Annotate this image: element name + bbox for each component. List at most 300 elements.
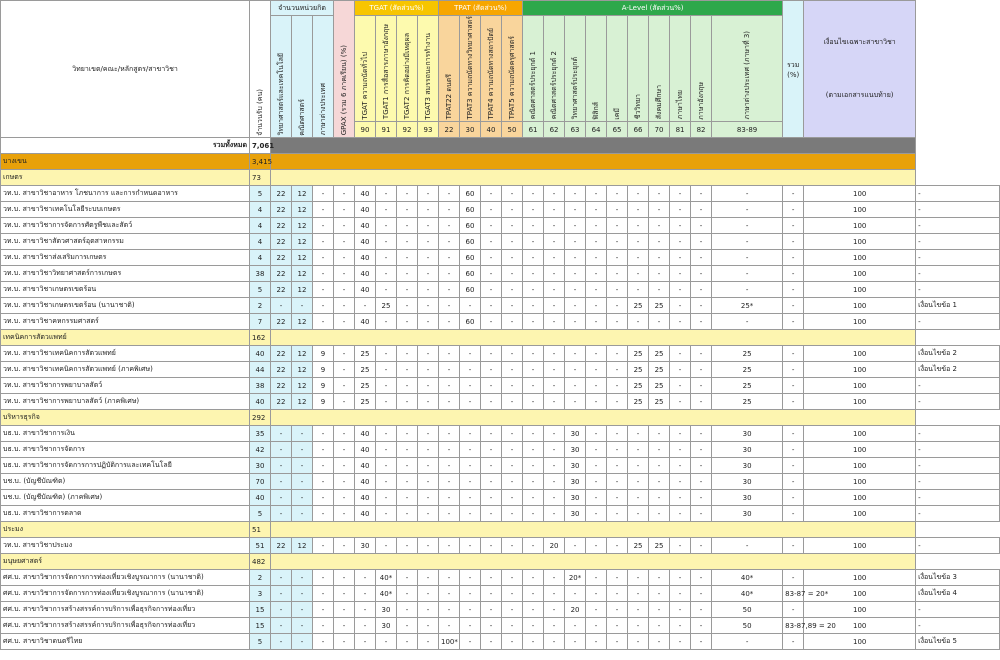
score-cell: -: [460, 506, 481, 522]
score-cell: -: [439, 602, 460, 618]
score-cell: -: [502, 378, 523, 394]
score-cell: -: [670, 266, 691, 282]
score-cell: -: [502, 314, 523, 330]
score-cell: -: [783, 394, 804, 410]
score-cell: -: [334, 186, 355, 202]
group-fill: [271, 154, 916, 170]
score-cell: -: [397, 442, 418, 458]
score-cell: -: [418, 586, 439, 602]
score-cell: -: [670, 234, 691, 250]
total-cell: 100: [804, 218, 916, 234]
score-cell: -: [460, 586, 481, 602]
condition-cell: -: [916, 218, 1000, 234]
score-cell: -: [502, 618, 523, 634]
table-row: [1, 250, 1000, 266]
score-cell: -: [334, 266, 355, 282]
table-row: [1, 378, 1000, 394]
score-cell: 25: [712, 346, 783, 362]
score-cell: -: [376, 378, 397, 394]
score-cell: -: [586, 618, 607, 634]
score-cell: -: [355, 298, 376, 314]
score-cell: -: [586, 362, 607, 378]
score-cell: 12: [292, 362, 313, 378]
score-cell: -: [565, 250, 586, 266]
score-cell: -: [628, 634, 649, 650]
score-cell: -: [649, 506, 670, 522]
score-cell: -: [376, 314, 397, 330]
score-cell: -: [397, 282, 418, 298]
score-cell: 60: [460, 186, 481, 202]
score-cell: -: [502, 570, 523, 586]
program-name: บช.บ. (บัญชีบัณฑิต) (ภาคพิเศษ): [1, 490, 250, 506]
score-cell: 22: [271, 218, 292, 234]
score-cell: -: [783, 634, 804, 650]
score-cell: 12: [292, 394, 313, 410]
score-cell: -: [418, 426, 439, 442]
score-cell: -: [481, 186, 502, 202]
score-cell: 40*: [376, 586, 397, 602]
score-cell: -: [376, 634, 397, 650]
quota-cell: 15: [250, 602, 271, 618]
score-cell: -: [523, 314, 544, 330]
score-cell: -: [607, 586, 628, 602]
table-body: [1, 138, 1000, 650]
quota-cell: 4: [250, 250, 271, 266]
subject-code: 22: [439, 122, 460, 138]
table-row: [1, 602, 1000, 618]
score-cell: 25: [355, 394, 376, 410]
tpat-subject-header: TPAT3 ความถนัดทางวิทยาศาสตร์: [460, 16, 481, 122]
tpat-subject-header: TPAT4 ความถนัดทางสถาปัตย์: [481, 16, 502, 122]
summary-value: 7,061: [250, 138, 271, 154]
score-cell: -: [313, 490, 334, 506]
score-cell: -: [691, 570, 712, 586]
condition-cell: -: [916, 202, 1000, 218]
score-cell: -: [628, 250, 649, 266]
alevel-subject-header: คณิตศาสตร์ประยุกต์ 1: [523, 16, 544, 122]
score-cell: -: [586, 538, 607, 554]
score-cell: -: [397, 218, 418, 234]
score-cell: -: [649, 634, 670, 650]
condition-cell: -: [916, 602, 1000, 618]
score-cell: -: [481, 266, 502, 282]
score-cell: -: [691, 234, 712, 250]
score-cell: -: [397, 266, 418, 282]
score-cell: -: [397, 234, 418, 250]
score-cell: -: [481, 218, 502, 234]
score-cell: -: [439, 218, 460, 234]
quota-cell: 40: [250, 346, 271, 362]
score-cell: -: [502, 506, 523, 522]
summary-label: รวมทั้งหมด: [1, 138, 250, 154]
score-cell: -: [397, 634, 418, 650]
score-cell: -: [649, 314, 670, 330]
program-name: บธ.บ. สาขาวิชาการตลาด: [1, 506, 250, 522]
score-cell: -: [586, 602, 607, 618]
score-cell: -: [670, 506, 691, 522]
score-cell: 22: [271, 202, 292, 218]
score-cell: 25: [628, 362, 649, 378]
group-quota: 292: [250, 410, 271, 426]
score-cell: -: [670, 490, 691, 506]
quota-cell: 5: [250, 634, 271, 650]
score-cell: -: [649, 234, 670, 250]
score-cell: -: [313, 426, 334, 442]
score-cell: -: [628, 602, 649, 618]
score-cell: -: [271, 586, 292, 602]
total-cell: 100: [804, 570, 916, 586]
score-cell: -: [523, 282, 544, 298]
score-cell: -: [691, 298, 712, 314]
score-cell: 40: [355, 426, 376, 442]
table-row: [1, 282, 1000, 298]
score-cell: -: [607, 266, 628, 282]
alevel-subject-header: สังคมศึกษา: [649, 16, 670, 122]
score-cell: 9: [313, 378, 334, 394]
score-cell: 22: [271, 394, 292, 410]
score-cell: -: [565, 282, 586, 298]
score-cell: 25: [355, 362, 376, 378]
total-cell: 100: [804, 490, 916, 506]
total-cell: 100: [804, 618, 916, 634]
condition-cell: เงื่อนไขข้อ 1: [916, 298, 1000, 314]
tgat-subject-header: TGAT ความถนัดทั่วไป: [355, 16, 376, 122]
score-cell: -: [313, 266, 334, 282]
score-cell: -: [334, 378, 355, 394]
score-cell: 100*: [439, 634, 460, 650]
score-cell: -: [523, 362, 544, 378]
score-cell: -: [334, 346, 355, 362]
score-cell: -: [523, 186, 544, 202]
score-cell: -: [544, 378, 565, 394]
score-cell: -: [783, 378, 804, 394]
subject-code: 50: [502, 122, 523, 138]
total-cell: 100: [804, 202, 916, 218]
score-cell: -: [586, 394, 607, 410]
score-cell: -: [481, 442, 502, 458]
score-cell: -: [418, 346, 439, 362]
score-cell: 40: [355, 442, 376, 458]
score-cell: -: [712, 186, 783, 202]
score-cell: -: [397, 474, 418, 490]
score-cell: -: [565, 538, 586, 554]
total-cell: 100: [804, 234, 916, 250]
gpax-header: GPAX (รวม 6 ภาคเรียน) (%): [334, 1, 355, 138]
score-cell: -: [439, 442, 460, 458]
score-cell: 12: [292, 282, 313, 298]
total-cell: 100: [804, 426, 916, 442]
faculty-row: [1, 522, 1000, 538]
program-name: บช.บ. (บัญชีบัณฑิต): [1, 474, 250, 490]
score-cell: -: [460, 442, 481, 458]
faculty-row: [1, 170, 1000, 186]
score-cell: -: [691, 186, 712, 202]
score-cell: -: [376, 186, 397, 202]
score-cell: -: [397, 394, 418, 410]
score-cell: 25: [649, 378, 670, 394]
score-cell: -: [544, 314, 565, 330]
score-cell: 25: [712, 378, 783, 394]
score-cell: -: [607, 442, 628, 458]
score-cell: -: [586, 634, 607, 650]
score-cell: 12: [292, 314, 313, 330]
score-cell: -: [628, 426, 649, 442]
quota-cell: 40: [250, 490, 271, 506]
score-cell: -: [334, 282, 355, 298]
program-name: วท.บ. สาขาวิชาวิทยาศาสตร์การเกษตร: [1, 266, 250, 282]
score-cell: -: [376, 458, 397, 474]
score-cell: -: [460, 362, 481, 378]
score-cell: 12: [292, 186, 313, 202]
score-cell: -: [481, 298, 502, 314]
quota-cell: 4: [250, 202, 271, 218]
score-cell: -: [691, 474, 712, 490]
score-cell: -: [292, 298, 313, 314]
score-cell: -: [544, 634, 565, 650]
score-cell: 83-87,89 = 20: [783, 618, 804, 634]
score-cell: -: [649, 570, 670, 586]
faculty-row: [1, 410, 1000, 426]
score-cell: -: [292, 570, 313, 586]
score-cell: -: [418, 282, 439, 298]
score-cell: -: [783, 602, 804, 618]
score-cell: 25: [649, 538, 670, 554]
score-cell: -: [292, 602, 313, 618]
score-cell: -: [481, 250, 502, 266]
score-cell: 40: [355, 218, 376, 234]
score-cell: 22: [271, 538, 292, 554]
subject-code: 70: [649, 122, 670, 138]
total-cell: 100: [804, 266, 916, 282]
score-cell: -: [418, 618, 439, 634]
total-cell: 100: [804, 394, 916, 410]
score-cell: -: [313, 602, 334, 618]
score-cell: -: [691, 506, 712, 522]
score-cell: -: [783, 538, 804, 554]
score-cell: -: [523, 538, 544, 554]
score-cell: -: [334, 506, 355, 522]
subject-code: 65: [607, 122, 628, 138]
score-cell: -: [397, 618, 418, 634]
score-cell: -: [460, 634, 481, 650]
table-row: [1, 570, 1000, 586]
score-cell: -: [376, 426, 397, 442]
score-cell: -: [439, 394, 460, 410]
score-cell: -: [313, 570, 334, 586]
score-cell: -: [502, 538, 523, 554]
score-cell: -: [670, 346, 691, 362]
score-cell: -: [691, 394, 712, 410]
score-cell: -: [502, 202, 523, 218]
score-cell: 30: [565, 458, 586, 474]
subject-code: 93: [418, 122, 439, 138]
score-cell: -: [313, 474, 334, 490]
score-cell: -: [418, 314, 439, 330]
score-cell: 25: [376, 298, 397, 314]
score-cell: -: [649, 266, 670, 282]
score-cell: -: [670, 378, 691, 394]
score-cell: -: [313, 218, 334, 234]
condition-cell: เงื่อนไขข้อ 2: [916, 362, 1000, 378]
score-cell: -: [649, 618, 670, 634]
credits-subject-header: ภาษาต่างประเทศ: [313, 16, 334, 138]
score-cell: 25: [712, 394, 783, 410]
score-cell: -: [502, 458, 523, 474]
score-cell: -: [334, 314, 355, 330]
score-cell: -: [649, 426, 670, 442]
tgat-subject-header: TGAT3 สมรรถนะการทำงาน: [418, 16, 439, 122]
quota-cell: 15: [250, 618, 271, 634]
score-cell: -: [691, 426, 712, 442]
score-cell: -: [397, 426, 418, 442]
score-cell: -: [334, 202, 355, 218]
score-cell: -: [565, 378, 586, 394]
score-cell: -: [271, 634, 292, 650]
table-row: [1, 586, 1000, 602]
score-cell: -: [523, 394, 544, 410]
score-cell: -: [544, 474, 565, 490]
score-cell: -: [313, 634, 334, 650]
program-name: วท.บ. สาขาวิชาเกษตรเขตร้อน (นานาชาติ): [1, 298, 250, 314]
quota-cell: 4: [250, 234, 271, 250]
score-cell: -: [418, 250, 439, 266]
score-cell: -: [783, 346, 804, 362]
score-cell: -: [649, 202, 670, 218]
score-cell: -: [271, 490, 292, 506]
score-cell: -: [439, 362, 460, 378]
score-cell: 30: [355, 538, 376, 554]
score-cell: -: [691, 314, 712, 330]
score-cell: -: [418, 442, 439, 458]
score-cell: 40: [355, 202, 376, 218]
score-cell: -: [397, 586, 418, 602]
score-cell: -: [670, 538, 691, 554]
score-cell: 30: [712, 474, 783, 490]
score-cell: -: [460, 346, 481, 362]
score-cell: -: [607, 506, 628, 522]
score-cell: -: [691, 634, 712, 650]
score-cell: -: [586, 202, 607, 218]
score-cell: -: [481, 234, 502, 250]
score-cell: -: [439, 506, 460, 522]
condition-cell: -: [916, 442, 1000, 458]
score-cell: 25: [649, 346, 670, 362]
total-cell: 100: [804, 250, 916, 266]
score-cell: -: [712, 234, 783, 250]
score-cell: -: [523, 346, 544, 362]
score-cell: -: [565, 218, 586, 234]
program-name: ศศ.บ. สาขาวิชาดนตรีไทย: [1, 634, 250, 650]
score-cell: -: [783, 362, 804, 378]
score-cell: -: [502, 394, 523, 410]
quota-cell: 35: [250, 426, 271, 442]
score-cell: -: [628, 442, 649, 458]
score-cell: 30: [565, 426, 586, 442]
score-cell: -: [783, 202, 804, 218]
score-cell: -: [607, 282, 628, 298]
score-cell: -: [355, 570, 376, 586]
score-cell: 40: [355, 186, 376, 202]
group-quota: 73: [250, 170, 271, 186]
score-cell: -: [418, 362, 439, 378]
score-cell: 40: [355, 266, 376, 282]
score-cell: -: [544, 586, 565, 602]
score-cell: -: [670, 474, 691, 490]
score-cell: -: [783, 474, 804, 490]
condition-title: เงื่อนไขเฉพาะสาขาวิชา: [823, 38, 896, 47]
score-cell: -: [544, 282, 565, 298]
score-cell: -: [607, 458, 628, 474]
score-cell: -: [418, 186, 439, 202]
score-cell: -: [376, 490, 397, 506]
score-cell: -: [439, 378, 460, 394]
score-cell: 40: [355, 506, 376, 522]
score-cell: -: [523, 586, 544, 602]
score-cell: -: [313, 250, 334, 266]
score-cell: -: [481, 602, 502, 618]
score-cell: -: [565, 234, 586, 250]
score-cell: -: [586, 234, 607, 250]
score-cell: -: [313, 586, 334, 602]
score-cell: 40*: [712, 586, 783, 602]
score-cell: -: [334, 570, 355, 586]
score-cell: 40: [355, 250, 376, 266]
quota-cell: 7: [250, 314, 271, 330]
score-cell: -: [649, 186, 670, 202]
score-cell: 60: [460, 202, 481, 218]
score-cell: -: [586, 250, 607, 266]
score-cell: 25: [628, 298, 649, 314]
score-cell: -: [439, 250, 460, 266]
score-cell: -: [783, 458, 804, 474]
score-cell: -: [783, 442, 804, 458]
score-cell: -: [481, 362, 502, 378]
score-cell: -: [502, 234, 523, 250]
score-cell: -: [628, 506, 649, 522]
score-cell: -: [313, 186, 334, 202]
alevel-subject-header: คณิตศาสตร์ประยุกต์ 2: [544, 16, 565, 122]
score-cell: 25: [649, 394, 670, 410]
score-cell: -: [523, 218, 544, 234]
score-cell: 25: [649, 298, 670, 314]
quota-cell: 42: [250, 442, 271, 458]
condition-cell: -: [916, 426, 1000, 442]
score-cell: -: [628, 474, 649, 490]
condition-cell: -: [916, 506, 1000, 522]
score-cell: -: [691, 602, 712, 618]
score-cell: -: [691, 362, 712, 378]
table-row: [1, 298, 1000, 314]
score-cell: -: [586, 186, 607, 202]
score-cell: -: [439, 186, 460, 202]
total-cell: 100: [804, 458, 916, 474]
table-row: [1, 506, 1000, 522]
condition-cell: เงื่อนไขข้อ 2: [916, 346, 1000, 362]
score-cell: -: [292, 618, 313, 634]
total-cell: 100: [804, 442, 916, 458]
program-header: วิทยาเขต/คณะ/หลักสูตร/สาขาวิชา: [1, 1, 250, 138]
group-fill: [271, 522, 916, 538]
score-cell: -: [439, 346, 460, 362]
score-cell: -: [334, 634, 355, 650]
score-cell: -: [271, 442, 292, 458]
score-cell: -: [418, 202, 439, 218]
score-cell: -: [607, 234, 628, 250]
alevel-subject-header: ชีววิทยา: [628, 16, 649, 122]
score-cell: -: [586, 218, 607, 234]
score-cell: -: [544, 362, 565, 378]
condition-cell: -: [916, 538, 1000, 554]
